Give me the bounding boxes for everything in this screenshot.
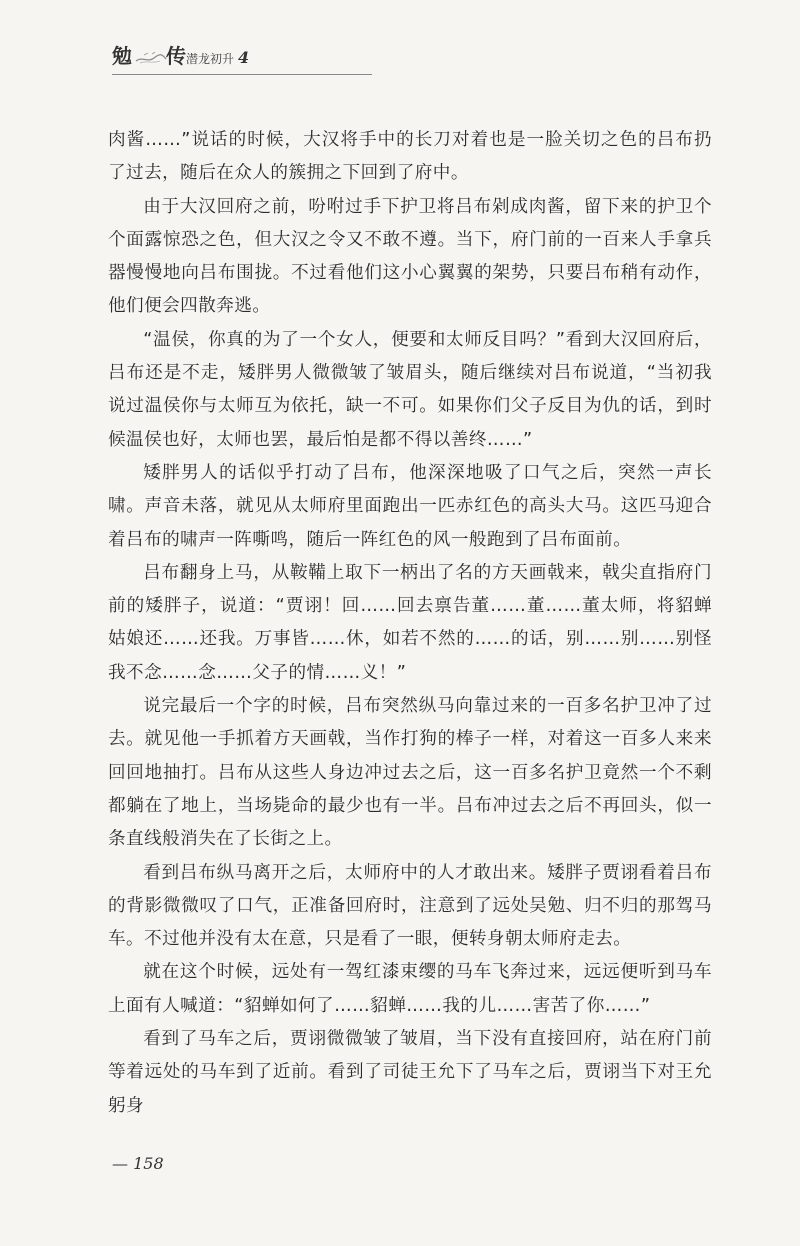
ink-brush-ornament-icon (134, 50, 168, 66)
paragraph: 看到了马车之后，贾诩微微皱了皱眉，当下没有直接回府，站在府门前等着远处的马车到了近前。看到了司徒王允下了马车之后，贾诩当下对王允躬身 (108, 1029, 712, 1116)
paragraph: 说完最后一个字的时候，吕布突然纵马向靠过来的一百多名护卫冲了过去。就见他一手抓着方天画戟，当作打狗的棒子一样，对着这一百多人来来回回地抽打。吕布从这些人身边冲过去之后，这一百多名护卫竟然一个不剩都躺在了地上，当场毙命的最少也有一半。吕布冲过去之后不再回头，似一条直线般消失在了长街之上。 (108, 696, 712, 850)
paragraph: 肉酱……”说话的时候，大汉将手中的长刀对着也是一脸关切之色的吕布扔了过去，随后在众人的簇拥之下回到了府中。 (108, 130, 712, 184)
paragraph: 就在这个时候，远处有一驾红漆束缨的马车飞奔过来，远远便听到马车上面有人喊道：“貂蝉如何了……貂蝉……我的儿……害苦了你……” (108, 962, 712, 1016)
running-header (112, 40, 412, 80)
body-text (108, 124, 712, 1123)
page-number: — 158 (112, 1154, 164, 1173)
paragraph: 看到吕布纵马离开之后，太师府中的人才敢出来。矮胖子贾诩看着吕布的背影微微叹了口气，正准备回府时，注意到了远处吴勉、归不归的那驾马车。不过他并没有太在意，只是看了一眼，便转身朝太师府走去。 (108, 862, 712, 950)
paragraph: 吕布翻身上马，从鞍鞴上取下一柄出了名的方天画戟来，戟尖直指府门前的矮胖子，说道：“贾诩！回……回去禀告董……董……董太师，将貂蝉姑娘还……还我。万事皆……休，如若不然的……的话，别……别……别怪我不念……念……父子的情……义！” (108, 562, 712, 683)
paragraph: “温侯，你真的为了一个女人，便要和太师反目吗？”看到大汉回府后，吕布还是不走，矮胖男人微微皱了皱眉头，随后继续对吕布说道，“当初我说过温侯你与太师互为依托，缺一不可。如果你们父子反目为仇的话，到时候温侯也好，太师也罢，最后怕是都不得以善终……” (108, 329, 712, 450)
header-title-char-2: 传 (166, 44, 186, 68)
paragraph: 矮胖男人的话似乎打动了吕布，他深深地吸了口气之后，突然一声长啸。声音未落，就见从太师府里面跑出一匹赤红色的高头大马。这匹马迎合着吕布的啸声一阵嘶鸣，随后一阵红色的风一般跑到了吕布面前。 (108, 462, 712, 550)
header-volume-number: 4 (238, 48, 250, 67)
paragraph: 由于大汉回府之前，吩咐过手下护卫将吕布剁成肉酱，留下来的护卫个个面露惊恐之色，但大汉之令又不敢不遵。当下，府门前的一百来人手拿兵器慢慢地向吕布围拢。不过看他们这小心翼翼的架势，只要吕布稍有动作，他们便会四散奔逃。 (108, 196, 712, 317)
header-divider (112, 74, 372, 75)
header-subtitle: 潜龙初升 (186, 52, 235, 66)
header-title-char-1: 勉 (112, 44, 132, 68)
